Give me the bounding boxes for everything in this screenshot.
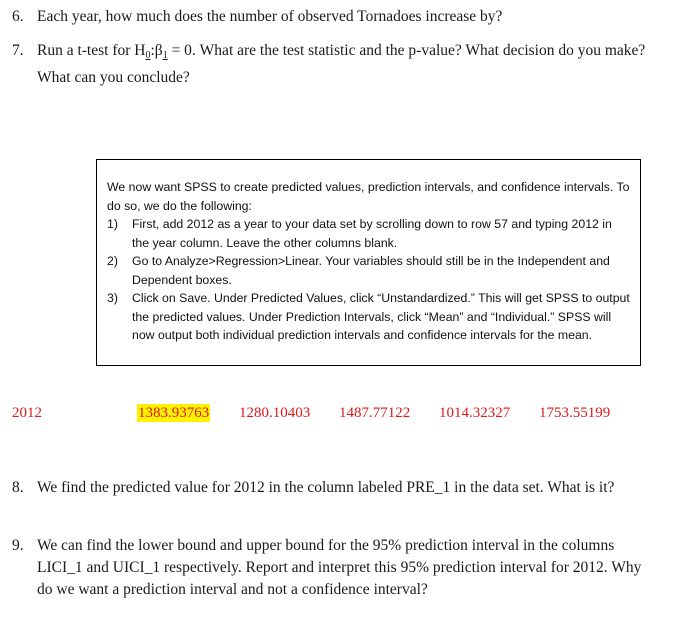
question-8-text: We find the predicted value for 2012 in the column labeled PRE_1 in the data set. What is it?	[37, 479, 615, 496]
question-9-text: We can find the lower bound and upper bound for the 95% prediction interval in the columns LICI_1 and UICI_1 respectively. Report and interpret this 95% prediction interval for 2012. Why do we want a prediction interval and not a confidence interval?	[37, 537, 642, 598]
instructions-intro: We now want SPSS to create predicted values, prediction intervals, and confidence intervals. To do so, we do the following:	[107, 180, 630, 213]
question-7	[12, 40, 652, 89]
null-hypothesis-subscript: 0	[145, 50, 151, 61]
instruction-step-number: 3)	[107, 291, 118, 305]
instruction-step-text: Go to Analyze>Regression>Linear. Your variables should still be in the Independent and Dependent boxes.	[132, 254, 610, 287]
instruction-step-number: 2)	[107, 254, 118, 268]
question-8-number: 8.	[12, 479, 24, 496]
output-prediction-interval-lower: 1014.32327	[439, 405, 511, 421]
output-mean-ci-lower: 1280.10403	[239, 405, 311, 421]
question-9	[12, 535, 652, 601]
beta-subscript: 1	[162, 50, 168, 61]
question-6	[12, 6, 652, 28]
output-prediction-interval-upper: 1753.55199	[539, 405, 611, 421]
spss-output-row	[0, 404, 673, 424]
question-7-number: 7.	[12, 42, 24, 59]
question-9-number: 9.	[12, 537, 24, 554]
question-7-text-after: = 0. What are the test statistic and the p-value? What decision do you make? What can you conclude?	[37, 42, 646, 86]
instruction-step	[107, 252, 630, 289]
output-predicted-value: 1383.93763	[138, 405, 210, 421]
instruction-step-number: 1)	[107, 217, 118, 231]
question-7-beta: :β	[150, 42, 163, 59]
instruction-step	[107, 289, 630, 345]
instruction-step-text: First, add 2012 as a year to your data set by scrolling down to row 57 and typing 2012 in the year column. Leave the other columns blank.	[132, 217, 612, 250]
question-6-text: Each year, how much does the number of observed Tornadoes increase by?	[37, 8, 503, 25]
spss-instructions-box	[96, 159, 641, 366]
question-6-number: 6.	[12, 8, 24, 25]
question-7-text	[37, 40, 652, 89]
instruction-step-text: Click on Save. Under Predicted Values, click “Unstandardized.” This will get SPSS to output the predicted values. Under Prediction Intervals, click “Mean” and “Individual.” SPSS will now output both individual prediction intervals and confidence intervals for the mean.	[132, 291, 630, 342]
instruction-step	[107, 215, 630, 252]
instructions-steps	[107, 215, 630, 345]
question-7-text-before: Run a t-test for H	[37, 42, 146, 59]
output-year: 2012	[12, 405, 42, 421]
question-8	[12, 477, 652, 499]
output-mean-ci-upper: 1487.77122	[339, 405, 411, 421]
